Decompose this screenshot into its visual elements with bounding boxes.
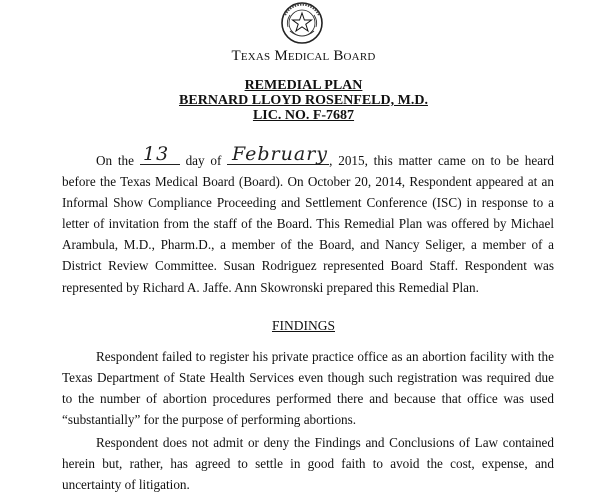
title-line-3: LIC. NO. F-7687 <box>252 108 355 123</box>
board-name: Texas Medical Board <box>231 48 376 64</box>
findings-text-1: Respondent failed to register his private practice office as an abortion facility with the Texas Department of State Health Services even though such registration was required due to the number of abortion procedures performed there and because that office was used “substantially” for the purpose of performing abortions. <box>62 349 554 428</box>
intro-paragraph <box>62 150 554 298</box>
intro-after-date: , 2015, this matter came on to be heard <box>329 153 555 168</box>
findings-text-2: Respondent does not admit or deny the Findings and Conclusions of Law contained herein but, rather, has agreed to settle in good faith to avoid the cost, expense, and uncertainty of litigation. <box>62 435 554 493</box>
handwritten-month: February <box>232 143 329 165</box>
findings-paragraph-1 <box>62 346 554 430</box>
texas-seal-icon <box>276 1 328 45</box>
title-line-2: BERNARD LLOYD ROSENFELD, M.D. <box>179 93 428 108</box>
handwritten-day: 13 <box>143 143 170 165</box>
intro-body: before the Texas Medical Board (Board). On October 20, 2014, Respondent appeared at an Informal Show Compliance Proceeding and Settlement Conference (ISC) in response to a letter of invitation from the staff of the Board. This Remedial Plan was offered by Michael Arambula, M.D., Pharm.D., a member of the Board, and Nancy Seliger, a member of a District Review Committee. Susan Rodriguez represented Board Staff. Respondent was represented by Richard A. Jaffe. Ann Skowronski prepared this Remedial Plan. <box>62 174 554 295</box>
findings-heading: FINDINGS <box>271 318 335 333</box>
title-line-1: REMEDIAL PLAN <box>244 78 363 93</box>
document-title <box>0 78 607 123</box>
findings-paragraph-2 <box>62 432 554 495</box>
intro-day-of: day of <box>185 153 222 168</box>
intro-on-the: On the <box>96 153 134 168</box>
